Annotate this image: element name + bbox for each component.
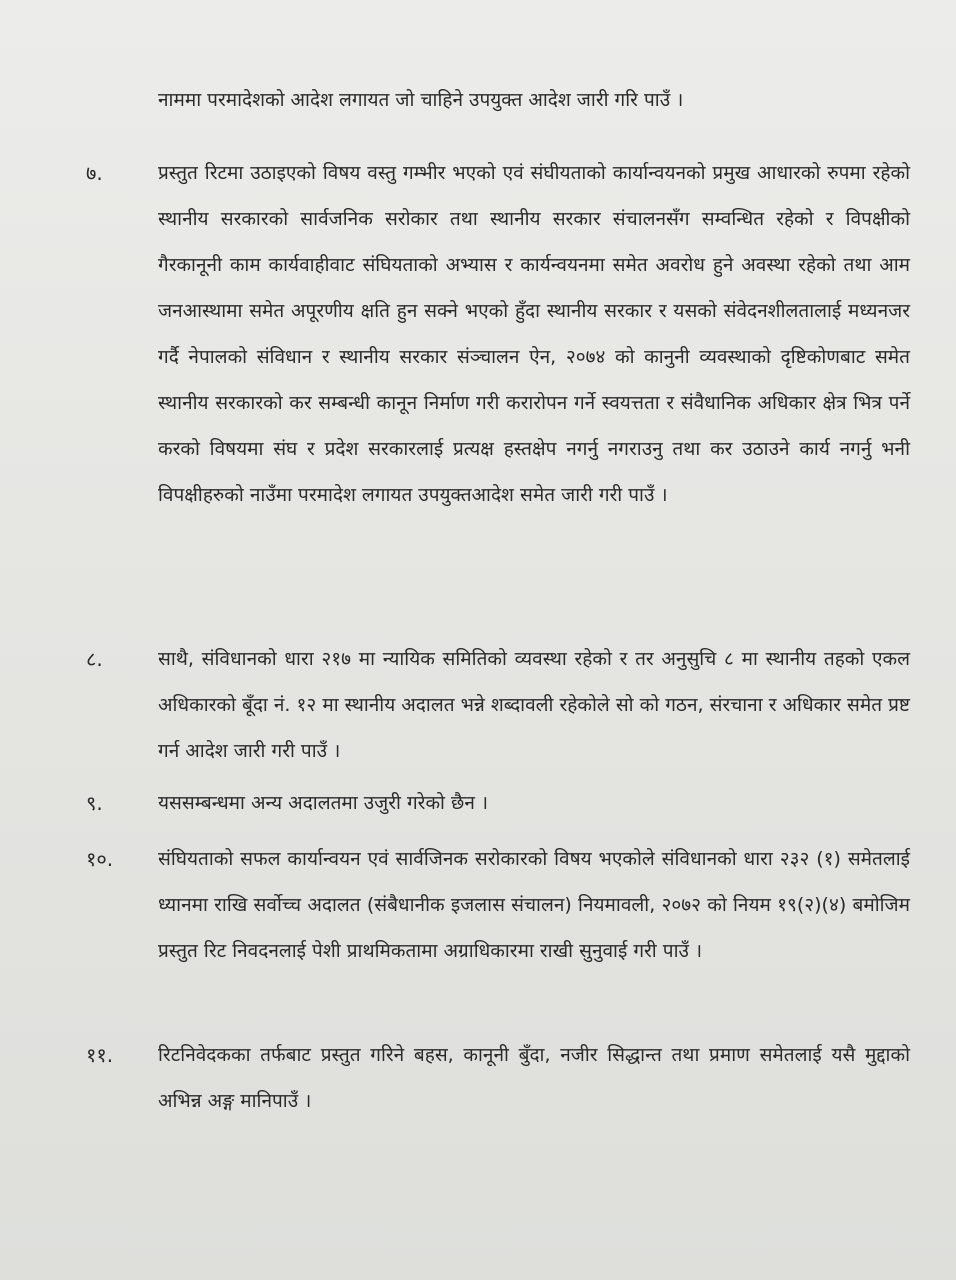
paragraph-number: ८. xyxy=(86,647,103,671)
paragraph-number: ९. xyxy=(86,791,103,815)
paragraph-text: रिटनिवेदकका तर्फबाट प्रस्तुत गरिने बहस, कानूनी बुँदा, नजीर सिद्धान्त तथा प्रमाण समेतलाई यसै मुद्दाको अभिन्न अङ्ग मानिपाउँ । xyxy=(158,1044,910,1112)
paragraph-number: ७. xyxy=(86,161,103,185)
intro-line: नाममा परमादेशको आदेश लगायत जो चाहिने उपयुक्त आदेश जारी गरि पाउँ । xyxy=(158,89,684,111)
paragraph-text: संघियताको सफल कार्यान्वयन एवं सार्वजिनक सरोकारको विषय भएकोले संविधानको धारा २३२ (१) समेतलाई ध्यानमा राखि सर्वोच्च अदालत (संबैधानीक इजलास संचालन) नियमावली, २०७२ को नियम १९(२)(४) बमोजिम प्रस्तुत रिट निवदनलाई पेशी प्राथमिकतामा अग्राधिकारमा राखी सुनुवाई गरी पाउँ । xyxy=(158,848,910,962)
paragraph-number: १०. xyxy=(86,847,114,871)
paragraph-text: साथै, संविधानको धारा २१७ मा न्यायिक समितिको व्यवस्था रहेको र तर अनुसुचि ८ मा स्थानीय तहको एकल अधिकारको बूँदा नं. १२ मा स्थानीय अदालत भन्ने शब्दावली रहेकोले सो को गठन, संरचाना र अधिकार समेत प्रष्ट गर्न आदेश जारी गरी पाउँ । xyxy=(158,648,910,762)
paragraph-text: प्रस्तुत रिटमा उठाइएको विषय वस्तु गम्भीर भएको एवं संघीयताको कार्यान्वयनको प्रमुख आधारको रुपमा रहेको स्थानीय सरकारको सार्वजनिक सरोकार तथा स्थानीय सरकार संचालनसँग सम्वन्धित रहेको र विपक्षीको गैरकानूनी काम कार्यवाहीवाट संघियताको अभ्यास र कार्यन्वयनमा समेत अवरोध हुने अवस्था रहेको तथा आम जनआस्थामा समेत अपूरणीय क्षति हुन सक्ने भएको हुँदा स्थानीय सरकार र यसको संवेदनशीलतालाई मध्यनजर गर्दै नेपालको संविधान र स्थानीय सरकार संञ्चालन ऐन, २०७४ को कानुनी व्यवस्थाको दृष्टिकोणबाट समेत स्थानीय सरकारको कर सम्बन्धी कानून निर्माण गरी करारोपन गर्ने स्वयत्तता र संवैधानिक अधिकार क्षेत्र भित्र पर्ने करको विषयमा संघ र प्रदेश सरकारलाई प्रत्यक्ष हस्तक्षेप नगर्नु नगराउनु तथा कर उठाउने कार्य नगर्नु भनी विपक्षीहरुको नाउँमा परमादेश लगायत उपयुक्तआदेश समेत जारी गरी पाउँ । xyxy=(158,162,910,506)
paragraph-7 xyxy=(70,150,930,518)
paragraph-10 xyxy=(70,836,930,974)
paragraph-11 xyxy=(70,1032,930,1124)
paragraph-8 xyxy=(70,636,930,774)
paragraph-text: यससम्बन्धमा अन्य अदालतमा उजुरी गरेको छैन । xyxy=(158,792,489,814)
paragraph-number: ११. xyxy=(86,1043,114,1067)
paragraph-9 xyxy=(70,780,930,826)
